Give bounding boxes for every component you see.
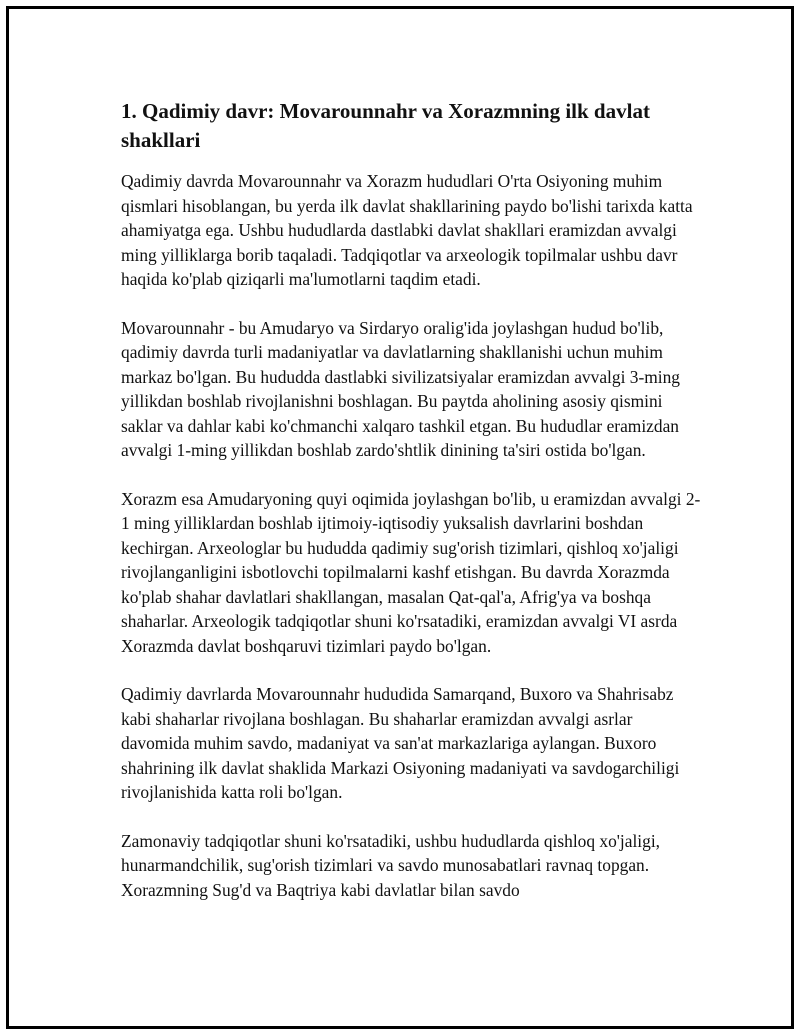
document-content xyxy=(121,97,701,926)
paragraph-3: Xorazm esa Amudaryoning quyi oqimida joylashgan bo'lib, u eramizdan avvalgi 2-1 ming yilliklardan boshlab ijtimoiy-iqtisodiy yuksalish davrlarini boshdan kechirgan. Arxeologlar bu hududda qadimiy sug'orish tizimlari, qishloq xo'jaligi rivojlanganligini isbotlovchi topilmalarni kashf etishgan. Bu davrda Xorazmda ko'plab shahar davlatlari shakllangan, masalan Qat-qal'a, Afrig'ya va boshqa shaharlar. Arxeologik tadqiqotlar shuni ko'rsatadiki, eramizdan avvalgi VI asrda Xorazmda davlat boshqaruvi tizimlari paydo bo'lgan. xyxy=(121,488,701,656)
paragraph-1: Qadimiy davrda Movarounnahr va Xorazm hududlari O'rta Osiyoning muhim qismlari hisoblangan, bu yerda ilk davlat shakllarining paydo bo'lishi tarixda katta ahamiyatga ega. Ushbu hududlarda dastlabki davlat shakllari eramizdan avvalgi ming yilliklarga borib taqaladi. Tadqiqotlar va arxeologik topilmalar ushbu davr haqida ko'plab qiziqarli ma'lumotlarni taqdim etadi. xyxy=(121,171,693,289)
document-page xyxy=(6,6,794,1029)
paragraph-2: Movarounnahr - bu Amudaryo va Sirdaryo oralig'ida joylashgan hudud bo'lib, qadimiy davrda turli madaniyatlar va davlatlarning shakllanishi uchun muhim markaz bo'lgan. Bu hududda dastlabki sivilizatsiyalar eramizdan avvalgi 3-ming yillikdan boshlab rivojlanishni boshlagan. Bu paytda aholining asosiy qismini saklar va dahlar kabi ko'chmanchi xalqaro tashkil etgan. Bu hududlar eramizdan avvalgi 1-ming yillikdan boshlab zardo'shtlik dinining ta'siri ostida bo'lgan. xyxy=(121,317,680,460)
paragraph-4: Qadimiy davrlarda Movarounnahr hududida Samarqand, Buxoro va Shahrisabz kabi shaharlar rivojlana boshlagan. Bu shaharlar eramizdan avvalgi asrlar davomida muhim savdo, madaniyat va san'at markazlariga aylangan. Buxoro shahrining ilk davlat shaklida Markazi Osiyoning madaniyati va savdogarchiligi rivojlanishida katta roli bo'lgan. xyxy=(121,684,680,802)
paragraph-5: Zamonaviy tadqiqotlar shuni ko'rsatadiki, ushbu hududlarda qishloq xo'jaligi, hunarmandchilik, sug'orish tizimlari va savdo munosabatlari ravnaq topgan. Xorazmning Sug'd va Baqtriya kabi davlatlar bilan savdo xyxy=(121,830,661,900)
section-heading: 1. Qadimiy davr: Movarounnahr va Xorazmning ilk davlat shakllari xyxy=(121,99,650,152)
